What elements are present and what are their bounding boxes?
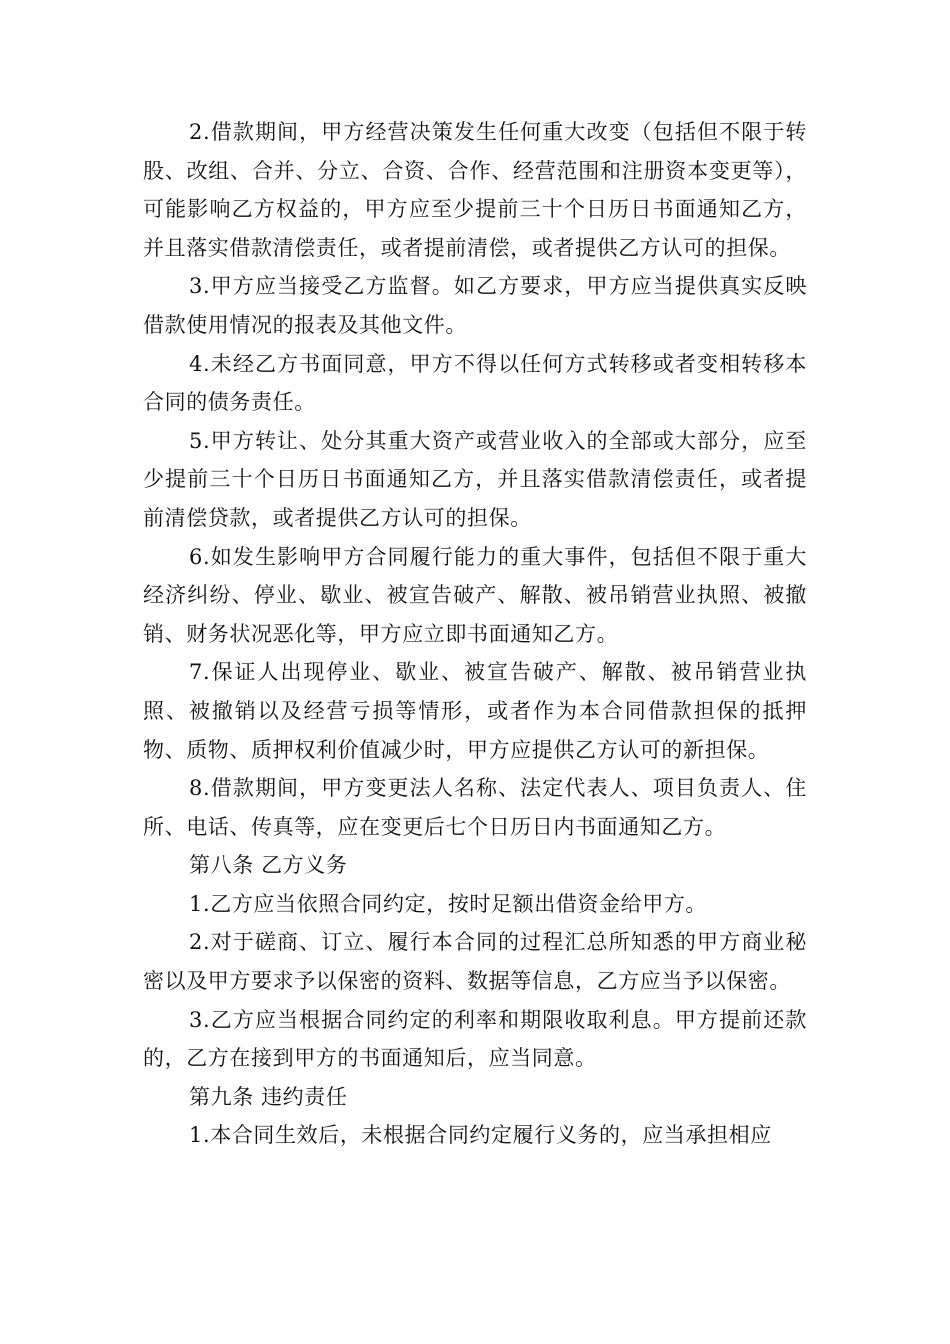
article-9-paragraph-1: 1.本合同生效后，未根据合同约定履行义务的，应当承担相应 (189, 1123, 772, 1148)
article-8-paragraph-1: 1.乙方应当依照合同约定，按时足额出借资金给甲方。 (189, 891, 708, 916)
clause-paragraph-7: 7.保证人出现停业、歇业、被宣告破产、解散、被吊销营业执照、被撤销以及经营亏损等情形，或者作为本合同借款担保的抵押物、质物、质押权利价值减少时，甲方应提供乙方认可的新担保。 (143, 660, 807, 762)
clause-paragraph-8: 8.借款期间，甲方变更法人名称、法定代表人、项目负责人、住所、电话、传真等，应在变更后七个日历日内书面通知乙方。 (143, 776, 807, 839)
article-8-heading: 第八条 乙方义务 (189, 853, 348, 878)
article-9-heading: 第九条 违约责任 (189, 1084, 348, 1109)
clause-paragraph-5: 5.甲方转让、处分其重大资产或营业收入的全部或大部分，应至少提前三十个日历日书面通知乙方，并且落实借款清偿责任，或者提前清偿贷款，或者提供乙方认可的担保。 (143, 428, 807, 530)
article-8-paragraph-3: 3.乙方应当根据合同约定的利率和期限收取利息。甲方提前还款的，乙方在接到甲方的书面通知后，应当同意。 (143, 1007, 807, 1071)
clause-paragraph-4: 4.未经乙方书面同意，甲方不得以任何方式转移或者变相转移本合同的债务责任。 (143, 351, 807, 415)
clause-paragraph-6: 6.如发生影响甲方合同履行能力的重大事件，包括但不限于重大经济纠纷、停业、歇业、被宣告破产、解散、被吊销营业执照、被撤销、财务状况恶化等，甲方应立即书面通知乙方。 (143, 544, 807, 646)
article-8-paragraph-2: 2.对于磋商、订立、履行本合同的过程汇总所知悉的甲方商业秘密以及甲方要求予以保密的资料、数据等信息，乙方应当予以保密。 (143, 930, 807, 994)
document-body (143, 113, 807, 1155)
clause-paragraph-2: 2.借款期间，甲方经营决策发生任何重大改变（包括但不限于转股、改组、合并、分立、合资、合作、经营范围和注册资本变更等），可能影响乙方权益的，甲方应至少提前三十个日历日书面通知乙方，并且落实借款清偿责任，或者提前清偿，或者提供乙方认可的担保。 (143, 120, 807, 260)
clause-paragraph-3: 3.甲方应当接受乙方监督。如乙方要求，甲方应当提供真实反映借款使用情况的报表及其他文件。 (143, 274, 807, 337)
